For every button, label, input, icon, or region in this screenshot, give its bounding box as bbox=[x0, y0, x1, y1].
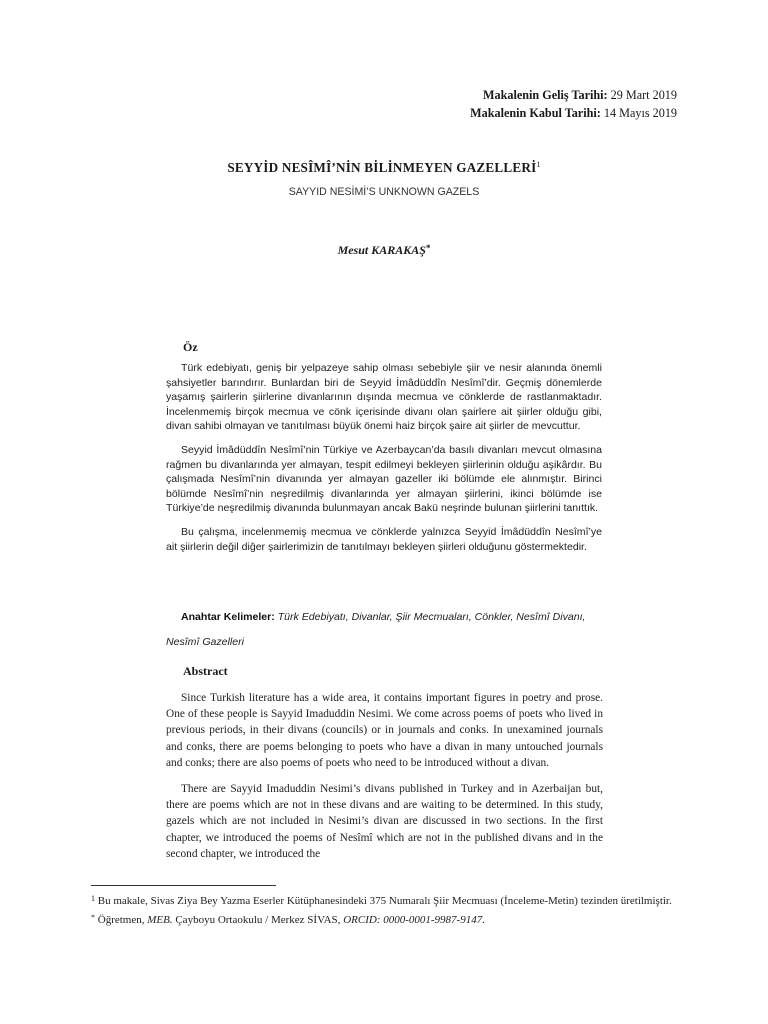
footnote-2-mark: * bbox=[91, 912, 95, 922]
received-date-value: 29 Mart 2019 bbox=[610, 88, 677, 102]
article-dates bbox=[470, 86, 677, 122]
article-subtitle: SAYYID NESİMİ’S UNKNOWN GAZELS bbox=[288, 186, 480, 198]
author-footnote-mark[interactable]: * bbox=[425, 243, 431, 253]
article-title bbox=[0, 160, 768, 176]
abstract-paragraph: There are Sayyid Imaduddin Nesimi’s divans published in Turkey and in Azerbaijan but, there are poems which are not in these divans and are waiting to be determined. In this study, gazels which are not included in Nesimi’s divan are discussed in two sections. In the first chapter, we introduced the poems of Nesîmî which are not in the published divans and in the second chapter, we introduced the bbox=[166, 783, 603, 860]
footnote-2-orcid[interactable]: ORCID: 0000-0001-9987-9147. bbox=[343, 913, 485, 926]
oz-paragraph: Türk edebiyatı, geniş bir yelpazeye sahip olması sebebiyle şiir ve nesir alanında önemli şahsiyetler barındırır. Bunlardan biri de Seyyid İmâdüddîn Nesîmî’dir. Geçmiş dönemlerde yaşamış şairlerin şiirlerine divanlarının dışında mecmua ve cönklerde de rastlanmaktadır. İncelenmemiş birçok mecmua ve cönk içerisinde divanı olan şairlere ait şiirler olduğu gibi, divan sahibi olmayan ve tanıtılması büyük önemi haiz birçok şaire ait şiirler de mevcuttur. bbox=[166, 362, 602, 433]
footnote-2 bbox=[91, 910, 681, 929]
footnotes bbox=[91, 891, 681, 928]
footnote-1 bbox=[91, 891, 681, 910]
received-date-label: Makalenin Geliş Tarihi: bbox=[482, 88, 608, 102]
footnote-1-text: Bu makale, Sivas Ziya Bey Yazma Eserler Kütüphanesindeki 375 Numaralı Şiir Mecmuası (İnceleme-Metin) tezinden üretilmiştir. bbox=[97, 895, 672, 907]
keywords-text: Türk Edebiyatı, Divanlar, Şiir Mecmuaları, Cönkler, Nesîmî Divanı, Nesîmî Gazelleri bbox=[166, 611, 586, 648]
received-date-line bbox=[470, 86, 677, 104]
oz-body bbox=[166, 361, 602, 563]
title-footnote-mark[interactable]: 1 bbox=[536, 160, 541, 169]
keywords-line bbox=[166, 605, 606, 655]
oz-paragraph: Bu çalışma, incelenmemiş mecmua ve cönklerde yalnızca Seyyid İmâdüddîn Nesîmî’ye ait şiirlerin değil diğer şairlerimizin de tanıtılmayı bekleyen şiirleri olduğunu göstermektedir. bbox=[166, 525, 602, 553]
author-line bbox=[0, 243, 768, 258]
footnote-1-mark: 1 bbox=[91, 894, 95, 903]
accepted-date-value: 14 Mayıs 2019 bbox=[603, 106, 677, 120]
footnote-2-text-b: Çayboyu Ortaokulu / Merkez SİVAS, bbox=[175, 913, 341, 926]
abstract-body bbox=[166, 690, 603, 872]
article-title-text: SEYYİD NESÎMÎ’NİN BİLİNMEYEN GAZELLERİ bbox=[227, 160, 537, 175]
oz-heading: Öz bbox=[183, 340, 198, 354]
accepted-date-label: Makalenin Kabul Tarihi: bbox=[470, 106, 601, 120]
abstract-heading: Abstract bbox=[183, 664, 228, 678]
keywords-label: Anahtar Kelimeler: bbox=[181, 611, 275, 623]
footnote-2-text-a: Öğretmen, bbox=[97, 913, 145, 926]
accepted-date-line bbox=[470, 104, 677, 122]
footnote-separator bbox=[91, 885, 276, 886]
footnote-2-italic-a: MEB. bbox=[147, 913, 173, 926]
abstract-paragraph: Since Turkish literature has a wide area, it contains important figures in poetry and prose. One of these people is Sayyid Imaduddin Nesimi. We come across poems of poets who lived in previous periods, in their divans (councils) or in journals and conks. In unexamined journals and conks, there are poems belonging to poets who have a divan in many untouched journals and conks; there are also poems of poets who need to be introduced without a divan. bbox=[166, 692, 603, 769]
oz-paragraph: Seyyid İmâdüddîn Nesîmî’nin Türkiye ve Azerbaycan’da basılı divanları mevcut olmasına rağmen bu divanlarında yer almayan, tespit edilmeyi bekleyen şiirlerinin olduğu aşikârdır. Bu çalışmada Nesîmî’nin divanında yer almayan gazeller iki bölümde ele alınmıştır. Birinci bölümde Nesîmî’nin neşredilmiş divanlarında yer almayan şiirlerini, ikinci bölümde ise Türkiye’de neşredilmiş divanında bulunmayan ancak Bakü neşrinde bulunan şiirlerini tanıttık. bbox=[166, 443, 602, 515]
author-name: Mesut KARAKAŞ bbox=[337, 243, 426, 257]
